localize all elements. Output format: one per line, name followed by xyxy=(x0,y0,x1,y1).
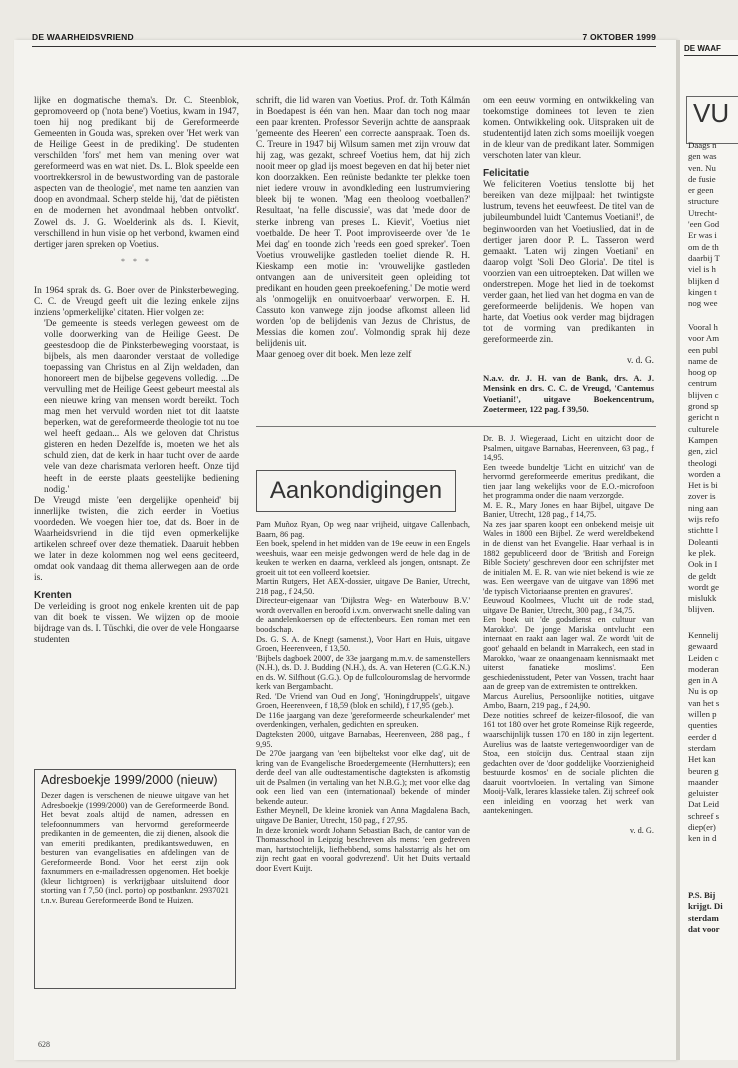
right-column-a xyxy=(688,140,738,309)
page-header xyxy=(32,32,656,44)
right-page-line: centrum xyxy=(688,378,717,389)
right-page-line: zover is xyxy=(688,491,716,502)
right-page-line: theologi xyxy=(688,457,717,468)
right-page-line: diep(er) xyxy=(688,822,716,833)
right-page-line: gen, zicl xyxy=(688,446,718,457)
right-page-line: de geldt xyxy=(688,570,717,581)
announcement-entry: Martin Rutgers, Het AEX-dossier, uitgave De Banier, Utrecht, 218 pag., f 24,50. xyxy=(256,577,470,596)
right-page-line: grond sp xyxy=(688,401,719,412)
right-page-line: blijven. xyxy=(688,604,715,615)
announcement-entry: Deze notities schreef de keizer-filosoof, die van 161 tot 180 over het grote Romeinse Rijk regeerde, waarschijnlijk tussen 170 en 180 in zijn legertent. Aurelius was de laatste vertegenwoordiger van de Stoa, een stoïcijn dus. Centraal staan zijn gedachten over de 'door goddelijke Voorzienigheid bestuurde kosmos' en de sociale plichten die daaruit voortvloeien. In vertaling van Simone Mooij-Valk, lerares klassieke talen. Zij schreef ook een inleiding en voorzag het werk van aantekeningen. xyxy=(483,710,654,816)
right-page-line: gewaard xyxy=(688,641,718,652)
announcement-entry: De 270e jaargang van 'een bijbeltekst voor elke dag', uit de kring van de Evangelische Broedergemeente (Hernhutters); een derde deel van alle oudtestamentische dagteksten is afkomstig uit de Psalmen (in vertaling van het N.B.G.); met voor elke dag ook een lied van een (internationaal) bekende of minder bekende auteur. xyxy=(256,749,470,806)
section-heading: Felicitatie xyxy=(483,168,530,180)
right-page-line: Daags n xyxy=(688,140,717,150)
right-page-line: P.S. Bij xyxy=(688,890,716,900)
column-3 xyxy=(483,96,654,436)
right-page-line: schreef s xyxy=(688,810,720,821)
right-page-line: maander xyxy=(688,776,719,787)
right-page-line: beuren g xyxy=(688,765,719,776)
right-page-line: er geen xyxy=(688,185,714,196)
announcement-entry: Directeur-eigenaar van 'Dijkstra Weg- en Waterbouw B.V.' wordt overvallen en beroofd i.v.m. onverwacht snelle daling van de aandelenkoersen op de effectenbeurs. Een roman met een boodschap. xyxy=(256,596,470,635)
right-page-line: eerder d xyxy=(688,731,717,742)
col2-paragraph: Maar genoeg over dit boek. Men leze zelf xyxy=(256,350,412,361)
right-page-line: ven. Nu xyxy=(688,162,716,173)
right-page-header: DE WAAF xyxy=(684,44,721,53)
right-page-line: Er was i xyxy=(688,230,717,241)
right-page-line: Kennelij xyxy=(688,630,719,640)
col1-paragraph: lijke en dogmatische thema's. Dr. C. Steenblok, gepromoveerd op ('nota bene') Voetius, kwam in 1947, toen hij nog predikant bij de Gereformeerde Gemeenten in Gouda was, spreken over 'Het werk van de Heilige Geest in de prediking'. De studenten verschilden 'fors' met hem van mening over wat gereformeerd was en wat niet. Ds. L. Blok speelde een voortrekkersrol in de bewustwording van de pastorale aspecten van de theologie', met name ten aanzien van doop en avondmaal. Scherp stelde hij, 'dat de piëtisten en de modernen het avondmaal hebben ontvolkt'. Zowel ds. J. G. Woelderink als ds. I. Kievit, verschillend in hun visie op het verbond, kwamen eind dertiger jaren spreken op Voetius. xyxy=(34,96,239,250)
announcements-column-a xyxy=(256,520,470,1032)
right-page-line: een publ xyxy=(688,344,719,355)
right-page-line: culturele xyxy=(688,423,719,434)
right-page-line: viel is h xyxy=(688,264,716,275)
author-signature: v. d. G. xyxy=(629,825,654,835)
right-page-line: nog wee xyxy=(688,298,718,309)
right-page-line: 'een God xyxy=(688,219,720,230)
right-page-line: ken in d xyxy=(688,833,717,844)
right-column-b xyxy=(688,322,738,616)
right-page-line: moderan xyxy=(688,663,719,674)
announcement-entry: Pam Muñoz Ryan, Op weg naar vrijheid, uitgave Callenbach, Baarn, 86 pag. xyxy=(256,520,470,539)
right-page-line: Ook in I xyxy=(688,559,718,570)
announcement-entry: Na zes jaar sparen koopt een onbekend meisje uit Wales in 1800 een Bijbel. Ze werd wereldbekend in de dienst van het Evangelie. Haar verhaal is in 1882 gepubliceerd door de 'British and Foreign Bible Society' geschreven door een schrijfster met de initialen M. E. R. van wie niet bekend is wie ze was. Een weergave van de uitgave van 1896 met 'de typisch Victoriaanse prenten en gravures'. xyxy=(483,519,654,596)
right-page-line: structure xyxy=(688,196,719,207)
announcement-entry: 'Bijbels dagboek 2000', de 33e jaargang m.m.v. de samenstellers (N.H.), ds. D. J. Budding (N.H.), ds. A. van Heteren (C.G.K.N.) en ds. W. Silfhout (G.G.). Op de fullcolouromslag de hervormde kerk van Bergambacht. xyxy=(256,653,470,692)
announcement-entry: Eeuwoud Koolmees, Vlucht uit de rode stad, uitgave De Banier, Utrecht, 300 pag., f 34,75. xyxy=(483,596,654,615)
right-page-line: sterdam xyxy=(688,912,719,923)
section-heading: Krenten xyxy=(34,589,72,601)
announcement-entry: Een boek, spelend in het midden van de 19e eeuw in een Engels weeshuis, waar een meisje gedwongen werd de hele dag in de keuken te werken en daarna, verkleed als jongen, ontsnapt. Ze groeit uit tot een volleerd koetsier. xyxy=(256,539,470,577)
col3-paragraph: We feliciteren Voetius tenslotte bij het bereiken van deze mijlpaal: het twintigste lustrum, tevens het eeuwfeest. De titel van de jubileumbundel luidt 'Cantemus Voetiani!', de beginwoorden van het Voetiuslied, dat in de dertiger jaren door P. L. Tasseron werd gemaakt. 'Laten wij zingen Voetiani' en daarop volgt 'Soli Deo Gloria'. De titel is voorzien van een uitroepteken. Dat willen we onderstrepen. Moge het lied in de toekomst verder gaan, het lied van het dogma en van de gereformeerde belijdenis. We hopen van harte, dat Voetius ook verder mag bijdragen tot de vorming van predikanten in gereformeerde zin. xyxy=(483,180,654,345)
box-title: Adresboekje 1999/2000 (nieuw) xyxy=(41,773,218,787)
right-page-line: Kampen xyxy=(688,434,718,445)
right-page-line: gericht n xyxy=(688,412,720,423)
col1-quote: 'De gemeente is steeds verlegen geweest om de volle doorwerking van de Heilige Geest. De geestesdoop die de Pinksterbeweging voorstaat, is bijbels, als men daaronder verstaat de volledige toepassing van Christus en al Zijn weldaden, dan honoreert men de bijbelse gegevens volledig. ...De vervulling met de Heilige Geest gebeurt meestal als een nieuwe kring van mensen wordt bereikt. Toch mag men het vervuld worden niet tot dit laatste beperken, wat de gereformeerde theologie tot nu toe wel heeft gedaan... Als we geloven dat Christus gisteren en heden Dezelfde is, moeten we het als schuld zien, dat de kerk in haar tucht over de aarde vele van deze charismata verloren heeft. Onze tijd heeft in de eerste plaats geestelijke bediening nodig.' xyxy=(44,318,239,495)
right-page-line: daarbij T xyxy=(688,252,720,263)
announcement-entry: M. E. R., Mary Jones en haar Bijbel, uitgave De Banier, Utrecht, 128 pag., f 14,75. xyxy=(483,500,654,520)
col1-paragraph: In 1964 sprak ds. G. Boer over de Pinksterbeweging. C. C. de Vreugd geeft uit die lezing enkele zijns inziens 'opmerkelijke' citaten. Hier volgen ze: xyxy=(34,285,239,318)
right-column-c xyxy=(688,630,738,845)
right-page-line: geluister xyxy=(688,788,719,799)
right-column-d xyxy=(688,890,738,935)
right-page-line: stichtte l xyxy=(688,525,719,536)
right-page-line: wordt ge xyxy=(688,581,720,592)
right-page-line: sterdam xyxy=(688,742,716,753)
announcement-entry: Esther Meynell, De kleine kroniek van Anna Magdalena Bach, uitgave De Banier, Utrecht, 150 pag., f 27,95. xyxy=(256,806,470,825)
section-divider: * * * xyxy=(121,256,152,266)
right-page-line: Utrecht- xyxy=(688,207,718,218)
publication-title: DE WAARHEIDSVRIEND xyxy=(32,32,134,42)
announcements-column-b xyxy=(483,434,654,1030)
announcements-title: Aankondigingen xyxy=(256,470,456,512)
right-page-line: Dat Leid xyxy=(688,799,720,810)
announcement-entry: Een boek uit 'de godsdienst en cultuur van Marokko'. De jonge Mariska ontvlucht een internaat en raakt aan lager wal. Ze wordt 'uit de goot' gehaald en belandt in Marrakech, een stad in Marokko, 'waar ze onaangenaam kennismaakt met uiterst fanatieke moslims'. Een geschiedenisstudent, Peter van Vossen, tracht haar aan de greep van de extremisten te onttrekken. xyxy=(483,615,654,692)
section-separator xyxy=(256,426,656,427)
announcement-entry: Dagteksten 2000, uitgave Barnabas, Heerenveen, 288 pag., f 9,95. xyxy=(256,730,470,749)
box-text: Dezer dagen is verschenen de nieuwe uitgave van het Adresboekje (1999/2000) van de Gereformeerde Bond. Het bevat zoals altijd de namen, adressen en telefoonnummers van hervormd gereformeerde predikanten in de gemeenten, die zij dienen, alsook die van emeriti predikanten, predikantsweduwen, en besturen van evangelisaties en afdelingen van de Gereformeerde Bond. Voor het eerst zijn ook faxnummers en e-mailadressen opgenomen. Het boekje (kleur lichtgroen) is verkrijgbaar uitsluitend door storting van f 7,50 (incl. porto) op postbanknr. 2937021 t.n.v. Bureau Gereformeerde Bond te Huizen. xyxy=(41,791,229,905)
header-rule xyxy=(32,46,656,47)
right-page-line: Doleanti xyxy=(688,536,719,547)
announcement-entry: In deze kroniek wordt Johann Sebastian Bach, de cantor van de Thomasschool in Leipzig beschreven als mens: 'een gedreven man, hartstochtelijk, liefhebbend, soms halsstarrig als het om zijn recht gaat en vooral godvrezend'. Uit het Duits vertaald door Evert Kuijt. xyxy=(256,825,470,873)
right-page-line: Leiden c xyxy=(688,652,719,663)
right-page-line: Het is bi xyxy=(688,480,718,491)
announcement-entry: Dr. B. J. Wiegeraad, Licht en uitzicht door de Psalmen, uitgave Barnabas, Heerenveen, 63 pag., f 14,95. xyxy=(483,434,654,463)
announcement-entry: Marcus Aurelius, Persoonlijke notities, uitgave Ambo, Baarn, 219 pag., f 24,90. xyxy=(483,691,654,711)
right-page-line: willen p xyxy=(688,709,717,720)
right-page-line: Het kan xyxy=(688,754,716,765)
right-page xyxy=(680,40,738,1060)
right-page-line: gen in A xyxy=(688,675,718,686)
right-page-line: voor Am xyxy=(688,333,720,344)
col1-paragraph: De verleiding is groot nog enkele krenten uit de pap van dit boek te vissen. We wijzen op de mooie bijdrage van ds. I. Tüschki, die over de vele Hongaarse studenten xyxy=(34,602,239,646)
page-number: 628 xyxy=(38,1040,50,1049)
right-page-line: wijs refo xyxy=(688,514,720,525)
right-page-line: de fusie xyxy=(688,173,716,184)
right-page-line: om de th xyxy=(688,241,719,252)
right-header-rule xyxy=(684,55,738,56)
right-page-line: Nu is op xyxy=(688,686,718,697)
right-page-line: mislukk xyxy=(688,593,717,604)
right-page-title: VU xyxy=(693,98,730,128)
right-page-line: hoog op xyxy=(688,367,717,378)
issue-date: 7 OKTOBER 1999 xyxy=(582,32,656,42)
column-1 xyxy=(34,96,239,758)
column-2 xyxy=(256,96,470,414)
col3-paragraph: om een eeuw vorming en ontwikkeling van toekomstige dominees tot leven te zien komen. Ontwikkeling ook. Uitspraken uit de studententijd laten zich soms moeilijk voegen in de kleur van de predikant later. Sommigen verschoten later van kleur. xyxy=(483,96,654,162)
right-page-line: kingen t xyxy=(688,286,717,297)
announcement-entry: De 116e jaargang van deze 'gereformeerde scheurkalender' met overdenkingen, verhalen, gedichten en spreuken. xyxy=(256,710,470,730)
right-page-line: Vooral h xyxy=(688,322,718,332)
book-reference: N.a.v. dr. J. H. van de Bank, drs. A. J. Mensink en drs. C. C. de Vreugd, 'Cantemus Voetiani!', uitgave Boekencentrum, Zoetermeer, 122 pag. f 39,50. xyxy=(483,373,654,415)
adresboekje-box xyxy=(34,769,236,989)
announcement-entry: Een tweede bundeltje 'Licht en uitzicht' van de hervormd gereformeerde emeritus predikant, die tien jaar lang wekelijks voor de E.O.-microfoon het programma onder die naam verzorgde. xyxy=(483,462,654,501)
col1-paragraph: De Vreugd miste 'een dergelijke openheid' bij innerlijke twisten, die zich eerder in Voetius voordeden. We voegen hier toe, dat ds. Boer in de Waarheidsvriend in die tijd even opmerkelijke artikelen schreef over deze thematiek. Daaruit hebben we later in deze kolommen nog wel eens geciteerd, omdat ook vandaag dit thema allerwegen aan de orde is. xyxy=(34,495,239,583)
right-page-line: name de xyxy=(688,355,718,366)
right-page-line: ke plek. xyxy=(688,547,716,558)
right-page-line: krijgt. Di xyxy=(688,901,723,912)
announcement-entry: Ds. G. S. A. de Knegt (samenst.), Voor Hart en Huis, uitgave Groen, Heerenveen, f 13,50. xyxy=(256,634,470,654)
right-page-line: worden a xyxy=(688,468,721,479)
col2-paragraph: schrift, die lid waren van Voetius. Prof. dr. Toth Kálmán in Boedapest is één van hen. Maar dan toch nog maar een paar krenten. Professor Severijn achtte de aanspraak 'gemeente des Heeren' een correcte aanspraak. Toen ds. C. Treure in 1947 bij Wilsum samen met zijn vrouw dat hij zag, was gezakt, schreef Voetius hem, dat hij zich nooit meer op glad ijs moest begeven en dat hij beter niet kon doorzakken. Een reüniste bedankte ter plekke toen niet iedere vrouw in avondkleding een lustrumviering bleek bij te wonen. 'Mag een theoloog voetballen?' Resultaat, 'na felle discussie', was dat 'mede door de sterke inbreng van preses L. Kievit', Voetius niet voetbalde. De heer T. Poot improviseerde over 'de 1e Mei dag' en toonde zich 'reeds een goed spreker'. Toen Voetius vrouwelijke gastleden toeliet diende R. H. Kieskamp een motie in: 'vrouwelijke gastleden ontvangen aan de universiteit geen opleiding tot predikant en houden geen preekoefening.' De motie werd als 'onmogelijk en onuitvoerbaar' verworpen. E. H. Cassuto kon vanwege zijn joodse afkomst alleen lid worden 'op de belijdenis van Jezus de Christus, de Messias die komen zou'. Volmondig sprak hij deze belijdenis uit. xyxy=(256,96,470,350)
right-page-line: blijken d xyxy=(688,275,720,286)
right-page-line: quenties xyxy=(688,720,718,731)
right-page-line: blijven c xyxy=(688,389,719,400)
right-page-line: van het s xyxy=(688,697,720,708)
author-signature: v. d. G. xyxy=(626,356,654,367)
announcement-entry: Red. 'De Vriend van Oud en Jong', 'Honingdruppels', uitgave Groen, Heerenveen, f 18,59 (blok en schild), f 17,95 (geb.). xyxy=(256,691,470,711)
right-page-line: ning aan xyxy=(688,502,719,513)
right-page-line: dat voor xyxy=(688,923,720,934)
right-page-line: gen was xyxy=(688,151,717,162)
